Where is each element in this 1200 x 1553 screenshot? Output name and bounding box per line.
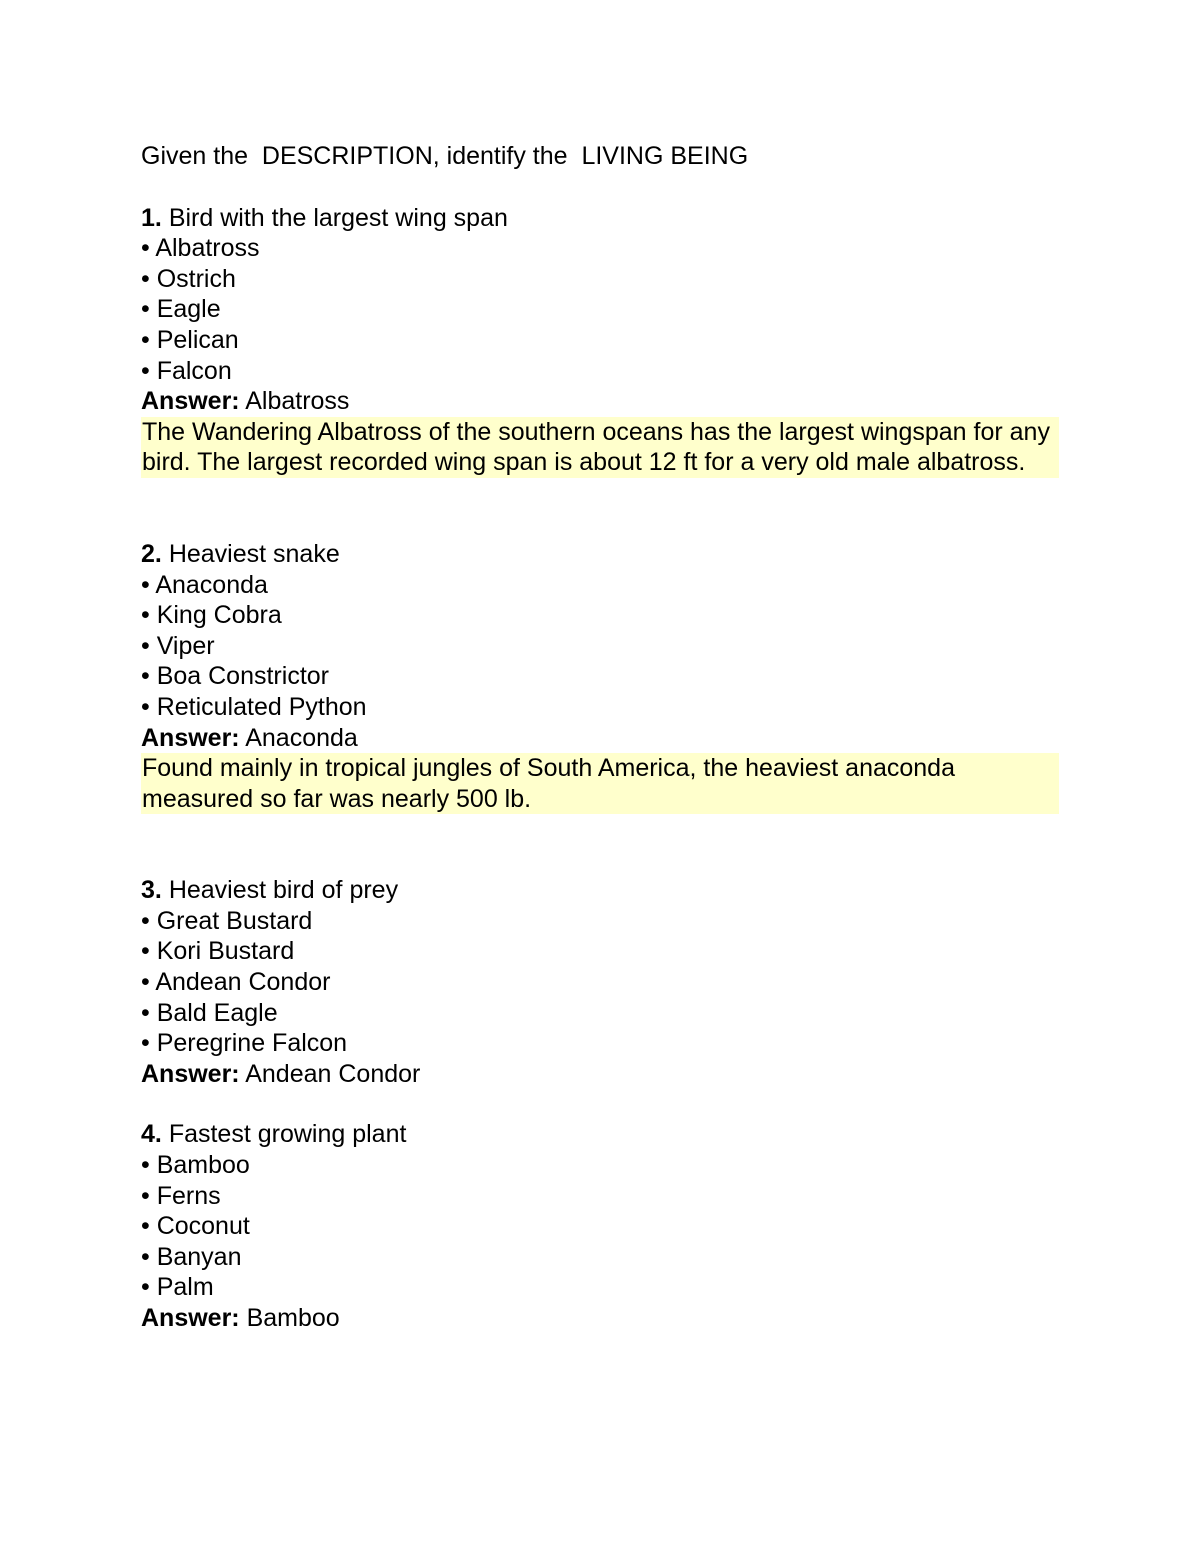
option-list <box>141 233 1059 386</box>
question-block <box>141 539 1059 814</box>
option-list <box>141 1150 1059 1303</box>
option-item: • Great Bustard <box>141 906 313 935</box>
answer-line <box>141 386 1059 417</box>
option-item: • Bald Eagle <box>141 998 278 1027</box>
option-item: • Ferns <box>141 1181 221 1210</box>
spacer <box>141 478 1059 539</box>
question-number: 3. <box>141 876 162 905</box>
answer-value: Andean Condor <box>245 1059 421 1088</box>
answer-line <box>141 1303 1059 1334</box>
question-heading <box>141 875 1059 906</box>
answer-line <box>141 723 1059 754</box>
option-item: • Reticulated Python <box>141 692 367 721</box>
answer-value: Bamboo <box>246 1304 340 1332</box>
answer-label: Answer: <box>141 1059 240 1088</box>
question-block <box>141 875 1059 1089</box>
question-block <box>141 203 1059 478</box>
option-item: • Boa Constrictor <box>141 662 329 691</box>
option-item: • Falcon <box>141 356 232 385</box>
answer-line <box>141 1059 1059 1090</box>
question-number: 4. <box>141 1120 162 1149</box>
option-list <box>141 570 1059 723</box>
question-number: 2. <box>141 539 162 568</box>
answer-value: Albatross <box>245 387 350 416</box>
option-item: • Banyan <box>141 1242 242 1271</box>
spacer <box>141 814 1059 875</box>
option-item: • Coconut <box>141 1212 250 1241</box>
question-text: Heaviest bird of prey <box>168 876 399 905</box>
option-item: • Pelican <box>141 325 239 354</box>
option-item: • Eagle <box>141 295 221 324</box>
option-item: • Albatross <box>141 234 260 263</box>
option-item: • King Cobra <box>141 601 282 630</box>
question-heading <box>141 203 1059 234</box>
answer-value: Anaconda <box>245 723 358 752</box>
document-page <box>141 141 1059 1334</box>
question-block <box>141 1119 1059 1333</box>
option-item: • Ostrich <box>141 264 236 293</box>
spacer <box>141 1089 1059 1119</box>
question-text: Fastest growing plant <box>168 1120 407 1149</box>
question-number: 1. <box>141 203 162 232</box>
answer-note: Found mainly in tropical jungles of South America, the heaviest anaconda measured so far was nearly 500 lb. <box>141 753 1059 814</box>
page-title: Given the DESCRIPTION, identify the LIVING BEING <box>141 142 749 170</box>
answer-label: Answer: <box>141 387 240 416</box>
option-item: • Bamboo <box>141 1151 250 1180</box>
option-item: • Viper <box>141 631 215 660</box>
answer-note: The Wandering Albatross of the southern oceans has the largest wingspan for any bird. The largest recorded wing span is about 12 ft for a very old male albatross. <box>141 417 1059 478</box>
option-item: • Anaconda <box>141 570 268 599</box>
question-heading <box>141 1119 1059 1150</box>
answer-label: Answer: <box>141 723 240 752</box>
option-item: • Peregrine Falcon <box>141 1029 348 1058</box>
question-text: Bird with the largest wing span <box>168 203 508 232</box>
question-text: Heaviest snake <box>168 539 340 568</box>
option-item: • Palm <box>141 1273 214 1302</box>
option-list <box>141 906 1059 1059</box>
question-heading <box>141 539 1059 570</box>
answer-label: Answer: <box>141 1304 240 1332</box>
option-item: • Kori Bustard <box>141 937 295 966</box>
option-item: • Andean Condor <box>141 968 331 997</box>
